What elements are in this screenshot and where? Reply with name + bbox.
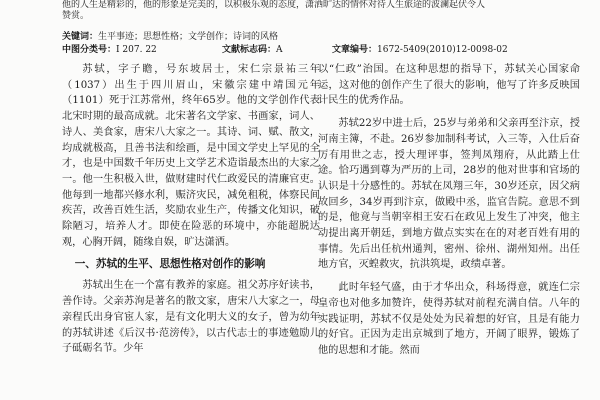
document-code bbox=[222, 44, 332, 56]
left-paragraph-1: 苏轼，字子瞻，号东坡居士，宋仁宗景祐三年（1037）出生于四川眉山，宋徽宗建中靖国元年（1101）死于江苏常州，终年65岁。他的文学创作代表北宋时期的最高成就。北宋著名文学家、书画家，词人、诗人、美食家，唐宋八大家之一。其诗、词、赋、散文，均成就极高，且善书法和绘画，是中国文学史上罕见的全才，也是中国数千年历史上文学艺术造诣最杰出的大家之一。他一生积极入世，做财建时代仁政爱民的清廉官吏。他每到一地都兴修水利，赈济灾民，减免租税，体察民间疾苦，改善百姓生活，奖励农业生产，传播文化知识，破除陋习，培养人才。即使在险恶的环境中，亦能超脱达观，心胸开阔，随缘自娱，旷达潇洒。 bbox=[62, 64, 320, 248]
right-paragraph-3: 此时年轻气盛，由于才华出众，科场得意，就连仁宗皇帝也对他多加赞许，使得苏轼对前程充满自信。八年的实践证明，苏轼不仅是处处为民着想的好官，且是有能力的好官。正因为走出京城到了地方，开阔了眼界，锻炼了他的思想和才能。然而 bbox=[318, 282, 580, 356]
article-id bbox=[332, 44, 508, 56]
abstract-line-1: 他的人生是精彩的，他的形象是完美的，以积极乐观的态度，潇洒旷达的情怀对待人生旅途的波澜起伏令人 bbox=[62, 0, 486, 10]
right-column bbox=[318, 62, 580, 400]
section-heading: 一、苏轼的生平、思想性格对创作的影响 bbox=[74, 258, 266, 271]
left-paragraph-2: 苏轼出生在一个富有教养的家庭。祖父苏序好读书，善作诗。父亲苏洵是著名的散文家，唐宋八大家之一，母亲程氏出身官宦人家，是有文化明大义的女子，曾为幼年的苏轼讲述《后汉书·范滂传》，以古代志士的事迹勉励儿子砥砺名节。少年 bbox=[62, 280, 320, 355]
clc-value: I 207. 22 bbox=[116, 45, 157, 55]
doc-value: A bbox=[276, 45, 283, 55]
id-label: 文章编号： bbox=[332, 45, 378, 55]
id-value: 1672-5409(2010)12-0098-02 bbox=[377, 45, 508, 55]
clc-number bbox=[62, 44, 222, 56]
paragraph-gap bbox=[318, 109, 580, 116]
right-paragraph-1: 以“仁政”治国。在这种思想的指导下，苏轼关心国家命运，这对他的创作产生了很大的影响，他写了许多反映国计民生的优秀作品。 bbox=[318, 64, 580, 107]
keywords-row bbox=[62, 31, 542, 43]
doc-label: 文献标志码： bbox=[222, 45, 277, 55]
clc-label: 中图分类号： bbox=[62, 45, 117, 55]
meta-row bbox=[62, 44, 542, 56]
paragraph-gap bbox=[318, 273, 580, 280]
keywords-value: 生平事迹；思想性格；文学创作；诗词的风格 bbox=[98, 32, 279, 42]
abstract-tail bbox=[62, 0, 542, 22]
keywords-label: 关键词： bbox=[62, 32, 99, 42]
abstract-line-2: 赞赏。 bbox=[62, 11, 90, 21]
right-paragraph-2: 苏轼22岁中进士后，25岁与弟弟和父亲再至汴京，授河南主簿，不赴。26岁参加制科考试，入三等，入仕后奋厉有用世之志，授大理评事，签判凤翔府，从此踏上仕途。恰巧遇到尊为严历的上司，28岁的他对世事和官场的认识是十分感性的。苏轼在凤翔三年，30岁还京，因父病故回乡，34岁再到汴京，做殿中丞，监官告院。意思不到的是，他竟与当朝宰相王安石在政见上发生了冲突，他主动提出离开朝廷，到地方做点实实在在的对老百姓有用的事情。先后出任杭州通判，密州、徐州、湖州知州。出任地方官，灭蝗救灾，抗洪筑堤，政绩卓著。 bbox=[318, 118, 580, 271]
left-column bbox=[62, 62, 320, 400]
